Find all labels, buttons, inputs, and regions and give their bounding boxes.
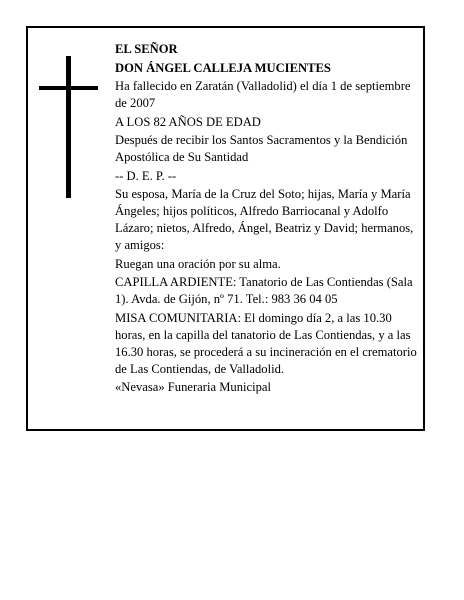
family: Su esposa, María de la Cruz del Soto; hijas, María y María Ángeles; hijos políticos, Alfredo Barriocanal y Adolfo Lázaro; nietos, Alfredo, Ángel, Beatriz y David; hermanos, y amigos: (115, 187, 414, 252)
prayer: Ruegan una oración por su alma. (115, 256, 281, 271)
notice-text (115, 41, 417, 398)
deceased-name: DON ÁNGEL CALLEJA MUCIENTES (115, 60, 331, 75)
death-info: Ha fallecido en Zaratán (Valladolid) el día 1 de septiembre de 2007 (115, 79, 411, 110)
age: A LOS 82 AÑOS DE EDAD (115, 114, 261, 129)
cross-horizontal-bar (39, 86, 98, 90)
funeral-home: «Nevasa» Funeraria Municipal (115, 380, 271, 394)
obituary-notice (26, 26, 425, 431)
dep: -- D. E. P. -- (115, 168, 177, 183)
mass: MISA COMUNITARIA: El domingo día 2, a las 10.30 horas, en la capilla del tanatorio de Las Contiendas, y a las 16.30 horas, se procederá a su incineración en el crematorio de Las Contiendas, de Valladolid. (115, 310, 417, 376)
sacraments: Después de recibir los Santos Sacramentos y la Bendición Apostólica de Su Santidad (115, 133, 408, 164)
cross-vertical-bar (66, 56, 71, 198)
chapel: CAPILLA ARDIENTE: Tanatorio de Las Contiendas (Sala 1). Avda. de Gijón, nº 71. Tel.: 983 36 04 05 (115, 275, 413, 306)
title-line-1: EL SEÑOR (115, 42, 178, 56)
